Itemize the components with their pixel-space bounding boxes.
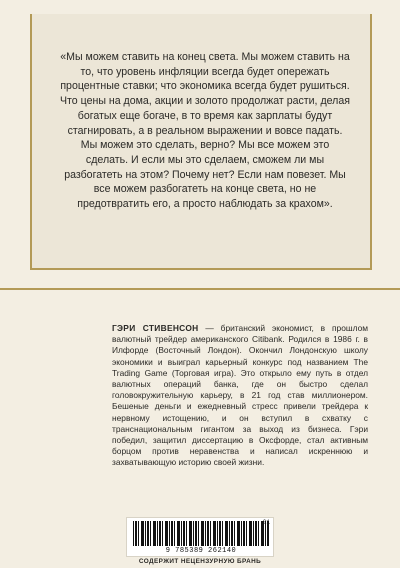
author-bio: [112, 323, 368, 469]
content-warning: СОДЕРЖИТ НЕЦЕНЗУРНУЮ БРАНЬ: [138, 558, 262, 565]
author-bio-text: — британский экономист, в прошлом валютный трейдер американского Citibank. Родился в 1986 г. в Илфорде (Восточный Лондон). Окончил Лондонскую школу экономики и выиграл карьерный конкурс под названием The Trading Game (Торговая игра). Это открыло ему путь в отдел валютных операций банка, где он быстро сделал головокружительную карьеру, в 21 год став миллионером. Бешеные деньги и ежедневный стресс привели трейдера к нервному истощению, и он вступил в схватку с транснациональным гигантом за выход из бизнеса. Гэри победил, защитил диссертацию в Оксфорде, стал активным борцом против неравенства и написал искреннюю и захватывающую историю своей жизни.: [112, 323, 368, 468]
author-name: ГЭРИ СТИВЕНСОН: [112, 323, 199, 333]
gold-divider: [0, 288, 400, 290]
isbn-barcode: [126, 517, 274, 557]
barcode-number: 9 785389 262140: [165, 547, 237, 555]
barcode-bars: [133, 521, 269, 546]
barcode-addon: 01: [262, 519, 270, 526]
quote-text: «Мы можем ставить на конец света. Мы можем ставить на то, что уровень инфляции всегда будет опережать процентные ставки; что экономика всегда будет рушиться. Что цены на дома, акции и золото продолжат расти, делая богатых еще богаче, в то время как зарплаты будут стагнировать, а в реальном выражении и вовсе падать. Мы можем это сделать, верно? Мы все можем это сделать. И если мы это сделаем, сможем ли мы разбогатеть на этом? Почему нет? Если нам повезет. Мы все можем разбогатеть на конце света, но не предотвратить его, а просто наблюдать за крахом».: [60, 51, 350, 211]
